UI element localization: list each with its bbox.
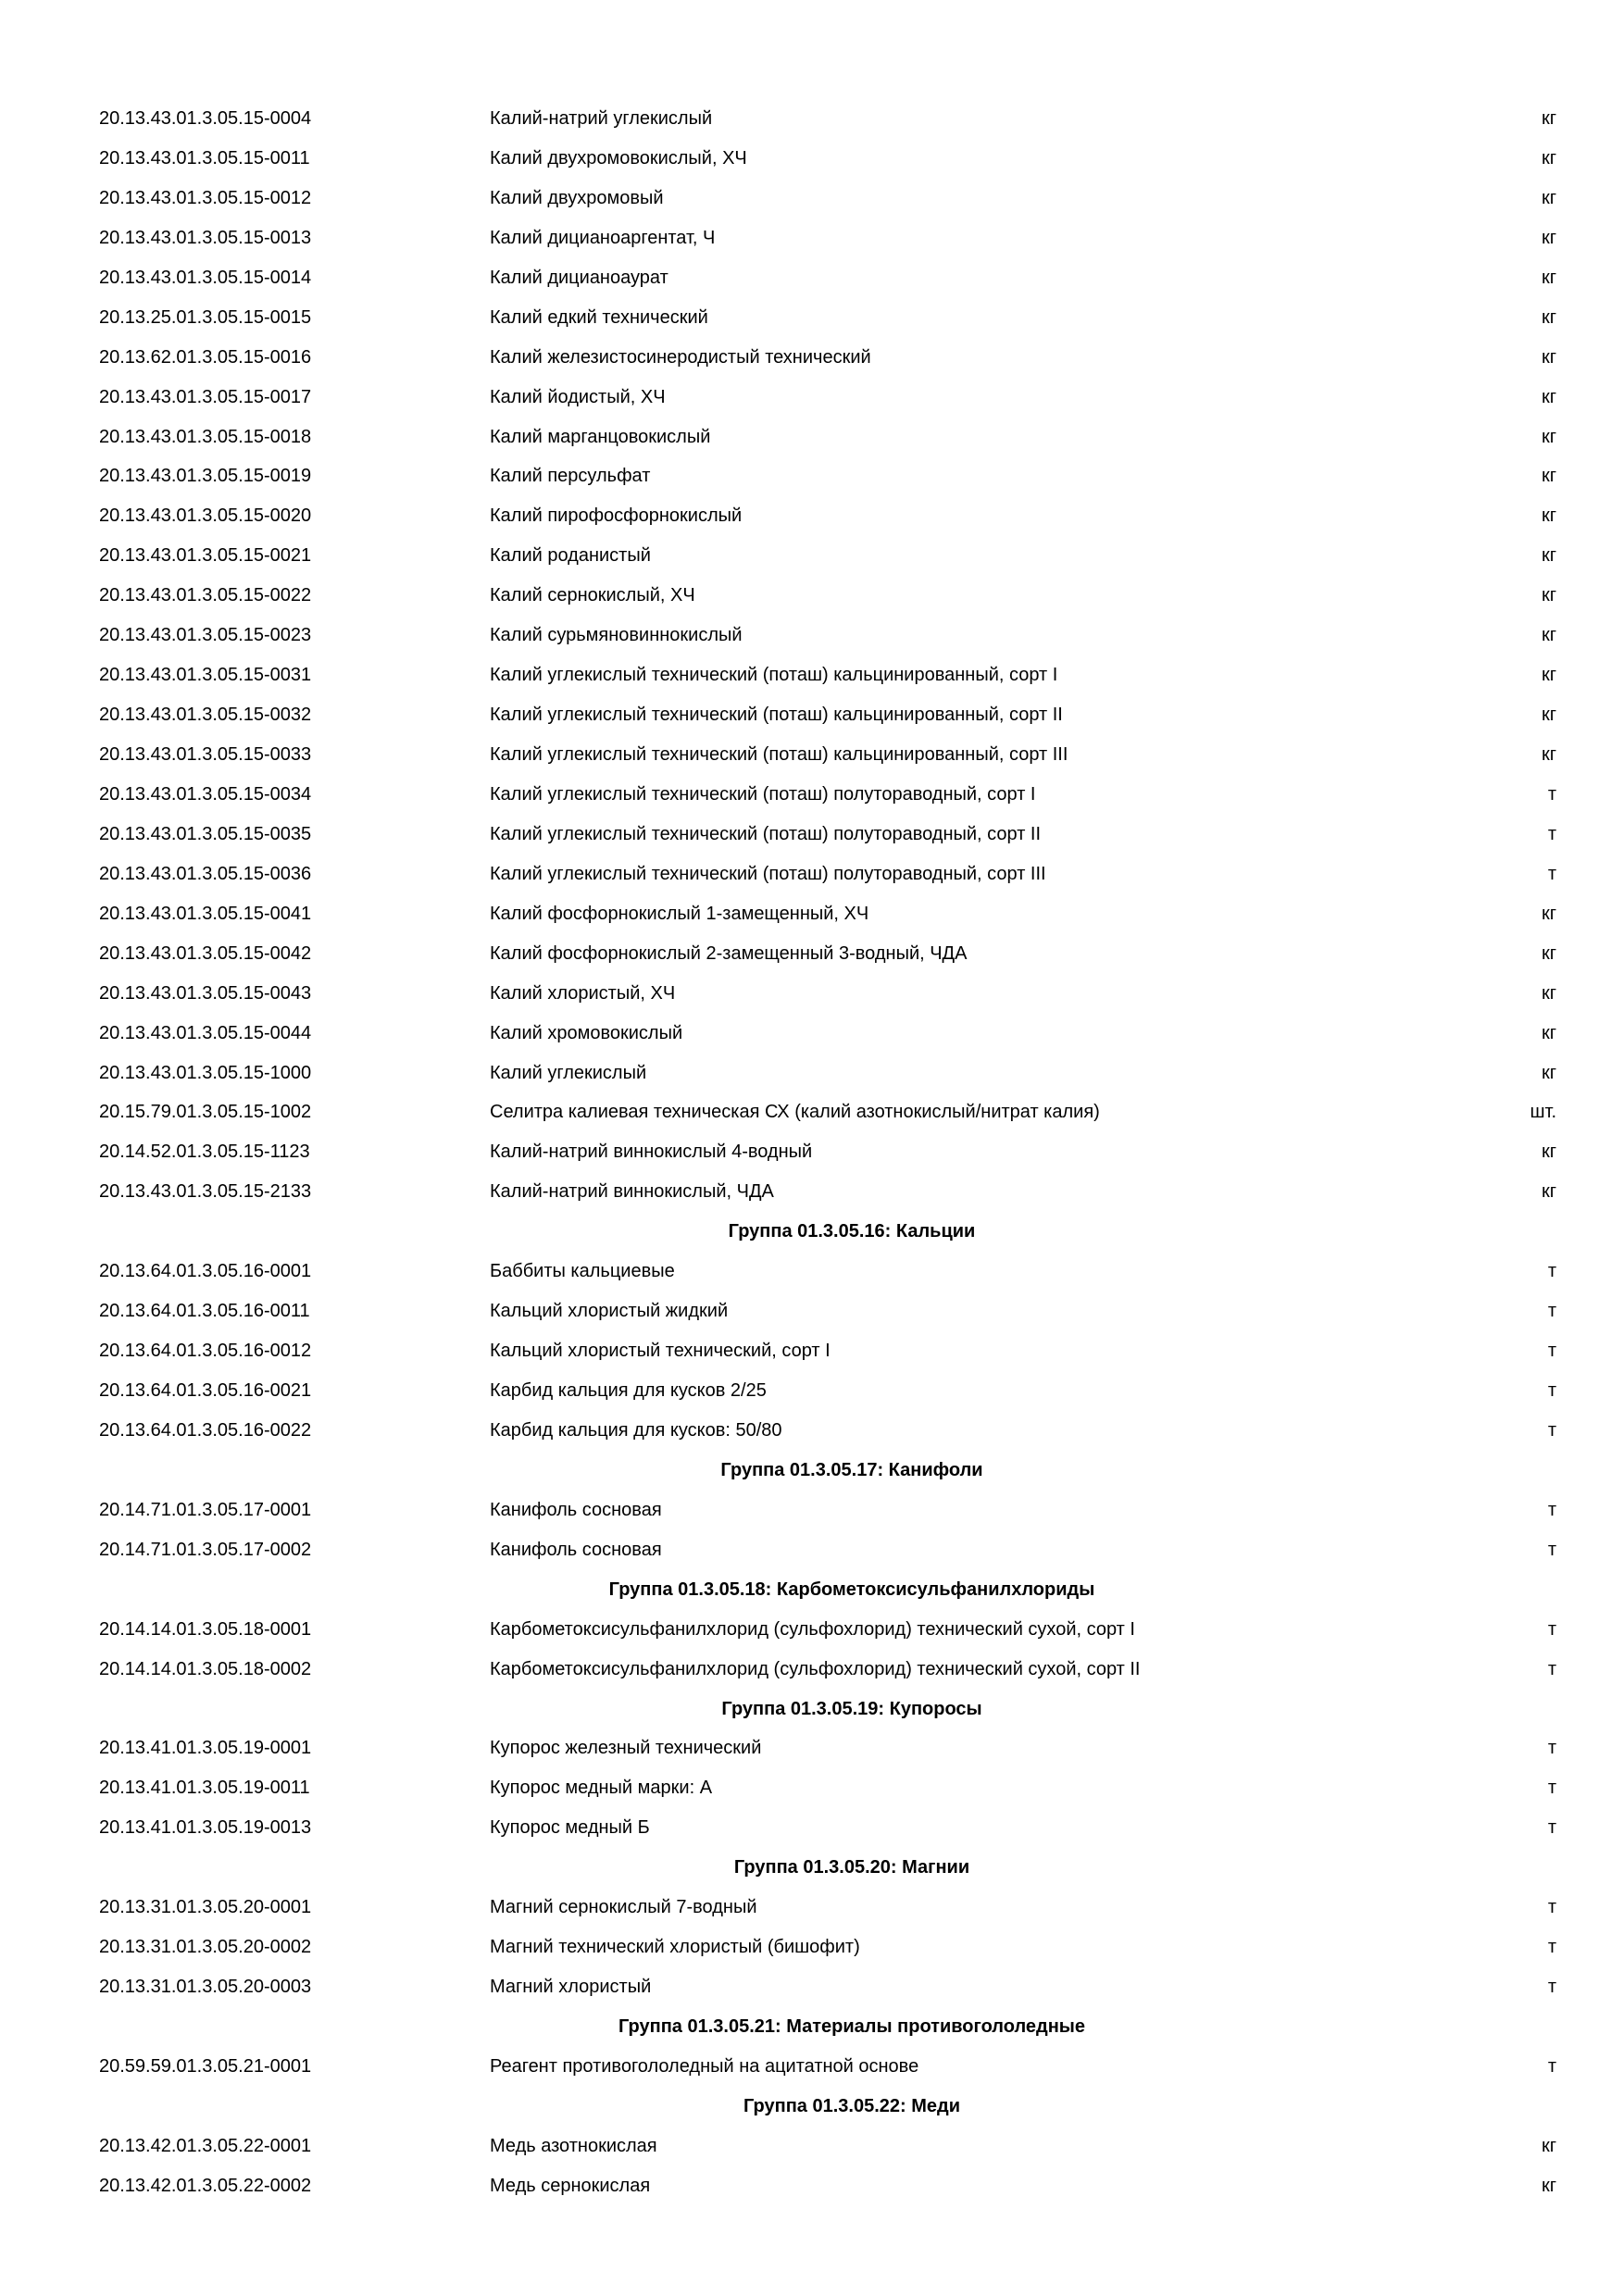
- material-name: Калий-натрий виннокислый 4-водный: [490, 1142, 813, 1163]
- material-unit: т: [1547, 1817, 1556, 1839]
- material-row: [0, 1530, 1624, 1570]
- material-code: 20.13.43.01.3.05.15-0012: [99, 187, 312, 208]
- material-row: [0, 99, 1624, 139]
- material-name: Калий сурьмяновиннокислый: [490, 625, 743, 646]
- material-unit: кг: [1541, 2135, 1556, 2156]
- material-code: 20.59.59.01.3.05.21-0001: [99, 2055, 312, 2077]
- material-unit: кг: [1541, 705, 1556, 726]
- material-name: Калий хлористый, ХЧ: [490, 982, 676, 1004]
- material-row: [0, 218, 1624, 258]
- material-unit: кг: [1541, 386, 1556, 407]
- material-name: Калий пирофосфорнокислый: [490, 505, 743, 527]
- material-unit: кг: [1541, 426, 1556, 447]
- material-unit: т: [1547, 1778, 1556, 1799]
- material-row: [0, 1172, 1624, 1212]
- material-name: Магний хлористый: [490, 1977, 652, 1998]
- material-code: 20.13.43.01.3.05.15-0044: [99, 1022, 312, 1043]
- material-code: 20.13.31.01.3.05.20-0002: [99, 1937, 312, 1958]
- material-code: 20.13.43.01.3.05.15-0032: [99, 705, 312, 726]
- group-heading: [0, 1848, 1624, 1888]
- material-name: Медь азотнокислая: [490, 2135, 657, 2156]
- group-heading: [0, 2007, 1624, 2047]
- material-row: [0, 815, 1624, 855]
- material-row: [0, 1132, 1624, 1172]
- material-name: Купорос медный Б: [490, 1817, 650, 1839]
- group-heading: [0, 1570, 1624, 1610]
- material-code: 20.13.64.01.3.05.16-0012: [99, 1341, 312, 1362]
- material-name: Калий углекислый технический (поташ) полутораводный, сорт III: [490, 863, 1046, 884]
- material-code: 20.15.79.01.3.05.15-1002: [99, 1102, 312, 1123]
- material-code: 20.13.43.01.3.05.15-0031: [99, 665, 312, 686]
- material-name: Калий двухромовый: [490, 187, 664, 208]
- material-code: 20.13.42.01.3.05.22-0001: [99, 2135, 312, 2156]
- material-unit: кг: [1541, 982, 1556, 1004]
- material-name: Калий углекислый технический (поташ) кальцинированный, сорт II: [490, 705, 1063, 726]
- material-code: 20.13.25.01.3.05.15-0015: [99, 306, 312, 328]
- material-name: Магний технический хлористый (бишофит): [490, 1937, 860, 1958]
- material-unit: кг: [1541, 665, 1556, 686]
- group-title: Группа 01.3.05.19: Купоросы: [721, 1698, 982, 1719]
- material-name: Калий углекислый: [490, 1062, 647, 1083]
- material-row: [0, 1808, 1624, 1848]
- material-code: 20.13.43.01.3.05.15-0004: [99, 108, 312, 129]
- material-row: [0, 1092, 1624, 1132]
- material-code: 20.13.43.01.3.05.15-0042: [99, 942, 312, 964]
- material-name: Кальций хлористый жидкий: [490, 1301, 729, 1322]
- material-name: Карбометоксисульфанилхлорид (сульфохлорид) технический сухой, сорт II: [490, 1658, 1141, 1679]
- material-row: [0, 1054, 1624, 1093]
- material-code: 20.13.64.01.3.05.16-0021: [99, 1380, 312, 1401]
- material-code: 20.13.43.01.3.05.15-2133: [99, 1181, 312, 1203]
- materials-list: [0, 99, 1624, 2206]
- material-row: [0, 298, 1624, 338]
- material-row: [0, 735, 1624, 775]
- material-name: Калий сернокислый, ХЧ: [490, 585, 695, 606]
- material-name: Калий углекислый технический (поташ) полутораводный, сорт I: [490, 783, 1036, 805]
- material-unit: шт.: [1530, 1102, 1556, 1123]
- material-row: [0, 576, 1624, 616]
- material-name: Карбометоксисульфанилхлорид (сульфохлорид) технический сухой, сорт I: [490, 1618, 1135, 1640]
- material-row: [0, 894, 1624, 934]
- material-code: 20.13.43.01.3.05.15-0014: [99, 267, 312, 288]
- material-code: 20.13.41.01.3.05.19-0001: [99, 1738, 312, 1759]
- material-row: [0, 1888, 1624, 1928]
- material-code: 20.13.43.01.3.05.15-0043: [99, 982, 312, 1004]
- material-name: Калий-натрий виннокислый, ЧДА: [490, 1181, 774, 1203]
- material-unit: кг: [1541, 903, 1556, 924]
- material-unit: кг: [1541, 625, 1556, 646]
- material-unit: кг: [1541, 2175, 1556, 2196]
- material-code: 20.13.31.01.3.05.20-0003: [99, 1977, 312, 1998]
- material-name: Калий дицианоаргентат, Ч: [490, 227, 716, 248]
- material-row: [0, 1491, 1624, 1530]
- material-name: Калий марганцовокислый: [490, 426, 711, 447]
- material-code: 20.13.64.01.3.05.16-0001: [99, 1261, 312, 1282]
- group-title: Группа 01.3.05.22: Меди: [743, 2095, 960, 2116]
- material-unit: кг: [1541, 744, 1556, 765]
- material-code: 20.13.43.01.3.05.15-1000: [99, 1062, 312, 1083]
- material-name: Калий-натрий углекислый: [490, 108, 713, 129]
- material-code: 20.13.41.01.3.05.19-0013: [99, 1817, 312, 1839]
- material-code: 20.13.42.01.3.05.22-0002: [99, 2175, 312, 2196]
- material-code: 20.13.43.01.3.05.15-0033: [99, 744, 312, 765]
- material-unit: т: [1547, 783, 1556, 805]
- material-name: Купорос железный технический: [490, 1738, 762, 1759]
- material-unit: кг: [1541, 346, 1556, 368]
- material-code: 20.13.43.01.3.05.15-0022: [99, 585, 312, 606]
- material-row: [0, 1650, 1624, 1690]
- material-name: Калий роданистый: [490, 545, 651, 567]
- material-name: Канифоль сосновая: [490, 1499, 662, 1520]
- material-unit: т: [1547, 1261, 1556, 1282]
- material-name: Кальций хлористый технический, сорт I: [490, 1341, 831, 1362]
- material-name: Купорос медный марки: А: [490, 1778, 713, 1799]
- group-heading: [0, 1690, 1624, 1729]
- material-code: 20.13.43.01.3.05.15-0021: [99, 545, 312, 567]
- material-unit: т: [1547, 1897, 1556, 1918]
- material-unit: кг: [1541, 505, 1556, 527]
- material-unit: т: [1547, 863, 1556, 884]
- material-row: [0, 258, 1624, 298]
- material-row: [0, 179, 1624, 218]
- material-unit: т: [1547, 2055, 1556, 2077]
- material-unit: т: [1547, 1977, 1556, 1998]
- material-row: [0, 1252, 1624, 1292]
- group-title: Группа 01.3.05.21: Материалы противогололедные: [618, 2016, 1085, 2037]
- material-unit: кг: [1541, 108, 1556, 129]
- material-unit: кг: [1541, 585, 1556, 606]
- group-heading: [0, 1212, 1624, 1252]
- material-unit: т: [1547, 1937, 1556, 1958]
- material-row: [0, 1331, 1624, 1371]
- material-unit: кг: [1541, 1142, 1556, 1163]
- material-code: 20.13.64.01.3.05.16-0022: [99, 1419, 312, 1441]
- group-title: Группа 01.3.05.20: Магнии: [733, 1857, 970, 1878]
- material-name: Медь сернокислая: [490, 2175, 651, 2196]
- material-name: Калий персульфат: [490, 466, 651, 487]
- material-row: [0, 775, 1624, 815]
- material-row: [0, 2047, 1624, 2087]
- material-unit: кг: [1541, 187, 1556, 208]
- material-name: Калий двухромовокислый, ХЧ: [490, 147, 747, 168]
- material-unit: кг: [1541, 267, 1556, 288]
- material-row: [0, 536, 1624, 576]
- group-title: Группа 01.3.05.17: Канифоли: [720, 1459, 983, 1480]
- material-row: [0, 338, 1624, 378]
- material-unit: т: [1547, 1380, 1556, 1401]
- material-row: [0, 1928, 1624, 1967]
- material-name: Карбид кальция для кусков 2/25: [490, 1380, 767, 1401]
- material-row: [0, 695, 1624, 735]
- material-name: Калий едкий технический: [490, 306, 708, 328]
- material-name: Калий фосфорнокислый 2-замещенный 3-водный, ЧДА: [490, 942, 968, 964]
- material-unit: т: [1547, 1539, 1556, 1560]
- group-title: Группа 01.3.05.18: Карбометоксисульфанилхлориды: [608, 1578, 1095, 1600]
- material-unit: т: [1547, 1658, 1556, 1679]
- material-name: Калий хромовокислый: [490, 1022, 683, 1043]
- material-code: 20.13.43.01.3.05.15-0019: [99, 466, 312, 487]
- material-row: [0, 1411, 1624, 1451]
- material-unit: т: [1547, 823, 1556, 844]
- material-unit: кг: [1541, 227, 1556, 248]
- material-unit: т: [1547, 1301, 1556, 1322]
- material-unit: т: [1547, 1618, 1556, 1640]
- material-unit: кг: [1541, 545, 1556, 567]
- material-row: [0, 1014, 1624, 1054]
- material-code: 20.13.62.01.3.05.15-0016: [99, 346, 312, 368]
- material-row: [0, 855, 1624, 894]
- material-code: 20.14.71.01.3.05.17-0001: [99, 1499, 312, 1520]
- group-title: Группа 01.3.05.16: Кальции: [728, 1221, 976, 1242]
- material-unit: кг: [1541, 1022, 1556, 1043]
- material-name: Баббиты кальциевые: [490, 1261, 675, 1282]
- material-name: Канифоль сосновая: [490, 1539, 662, 1560]
- material-row: [0, 1768, 1624, 1808]
- material-name: Калий углекислый технический (поташ) кальцинированный, сорт I: [490, 665, 1058, 686]
- material-code: 20.14.14.01.3.05.18-0001: [99, 1618, 312, 1640]
- material-code: 20.13.64.01.3.05.16-0011: [99, 1301, 310, 1322]
- material-code: 20.13.43.01.3.05.15-0017: [99, 386, 312, 407]
- material-row: [0, 496, 1624, 536]
- material-name: Селитра калиевая техническая СХ (калий азотнокислый/нитрат калия): [490, 1102, 1100, 1123]
- material-row: [0, 378, 1624, 418]
- material-row: [0, 1728, 1624, 1768]
- material-code: 20.13.43.01.3.05.15-0035: [99, 823, 312, 844]
- material-row: [0, 139, 1624, 179]
- material-code: 20.13.43.01.3.05.15-0011: [99, 147, 310, 168]
- material-code: 20.13.43.01.3.05.15-0034: [99, 783, 312, 805]
- material-code: 20.13.43.01.3.05.15-0020: [99, 505, 312, 527]
- material-row: [0, 974, 1624, 1014]
- material-name: Калий углекислый технический (поташ) полутораводный, сорт II: [490, 823, 1042, 844]
- material-unit: т: [1547, 1499, 1556, 1520]
- material-unit: кг: [1541, 466, 1556, 487]
- material-name: Калий железистосинеродистый технический: [490, 346, 871, 368]
- material-code: 20.13.43.01.3.05.15-0023: [99, 625, 312, 646]
- material-unit: т: [1547, 1738, 1556, 1759]
- material-unit: кг: [1541, 147, 1556, 168]
- material-row: [0, 456, 1624, 496]
- group-heading: [0, 2087, 1624, 2127]
- material-unit: кг: [1541, 306, 1556, 328]
- material-unit: т: [1547, 1341, 1556, 1362]
- material-row: [0, 2166, 1624, 2206]
- material-row: [0, 655, 1624, 695]
- material-name: Магний сернокислый 7-водный: [490, 1897, 757, 1918]
- material-name: Калий дицианоаурат: [490, 267, 668, 288]
- material-code: 20.13.43.01.3.05.15-0018: [99, 426, 312, 447]
- material-code: 20.14.71.01.3.05.17-0002: [99, 1539, 312, 1560]
- material-name: Реагент противогололедный на ацитатной основе: [490, 2055, 919, 2077]
- material-row: [0, 1292, 1624, 1331]
- material-code: 20.13.43.01.3.05.15-0041: [99, 903, 312, 924]
- material-row: [0, 616, 1624, 655]
- material-code: 20.14.52.01.3.05.15-1123: [99, 1142, 310, 1163]
- material-code: 20.13.31.01.3.05.20-0001: [99, 1897, 312, 1918]
- material-row: [0, 2127, 1624, 2166]
- material-code: 20.13.43.01.3.05.15-0036: [99, 863, 312, 884]
- material-code: 20.13.43.01.3.05.15-0013: [99, 227, 312, 248]
- material-unit: т: [1547, 1419, 1556, 1441]
- material-code: 20.14.14.01.3.05.18-0002: [99, 1658, 312, 1679]
- material-unit: кг: [1541, 942, 1556, 964]
- material-row: [0, 418, 1624, 457]
- material-code: 20.13.41.01.3.05.19-0011: [99, 1778, 310, 1799]
- material-unit: кг: [1541, 1181, 1556, 1203]
- material-row: [0, 934, 1624, 974]
- material-name: Карбид кальция для кусков: 50/80: [490, 1419, 782, 1441]
- material-row: [0, 1371, 1624, 1411]
- material-row: [0, 1967, 1624, 2007]
- material-name: Калий фосфорнокислый 1-замещенный, ХЧ: [490, 903, 869, 924]
- group-heading: [0, 1451, 1624, 1491]
- material-unit: кг: [1541, 1062, 1556, 1083]
- material-name: Калий йодистый, ХЧ: [490, 386, 666, 407]
- material-name: Калий углекислый технический (поташ) кальцинированный, сорт III: [490, 744, 1068, 765]
- material-row: [0, 1610, 1624, 1650]
